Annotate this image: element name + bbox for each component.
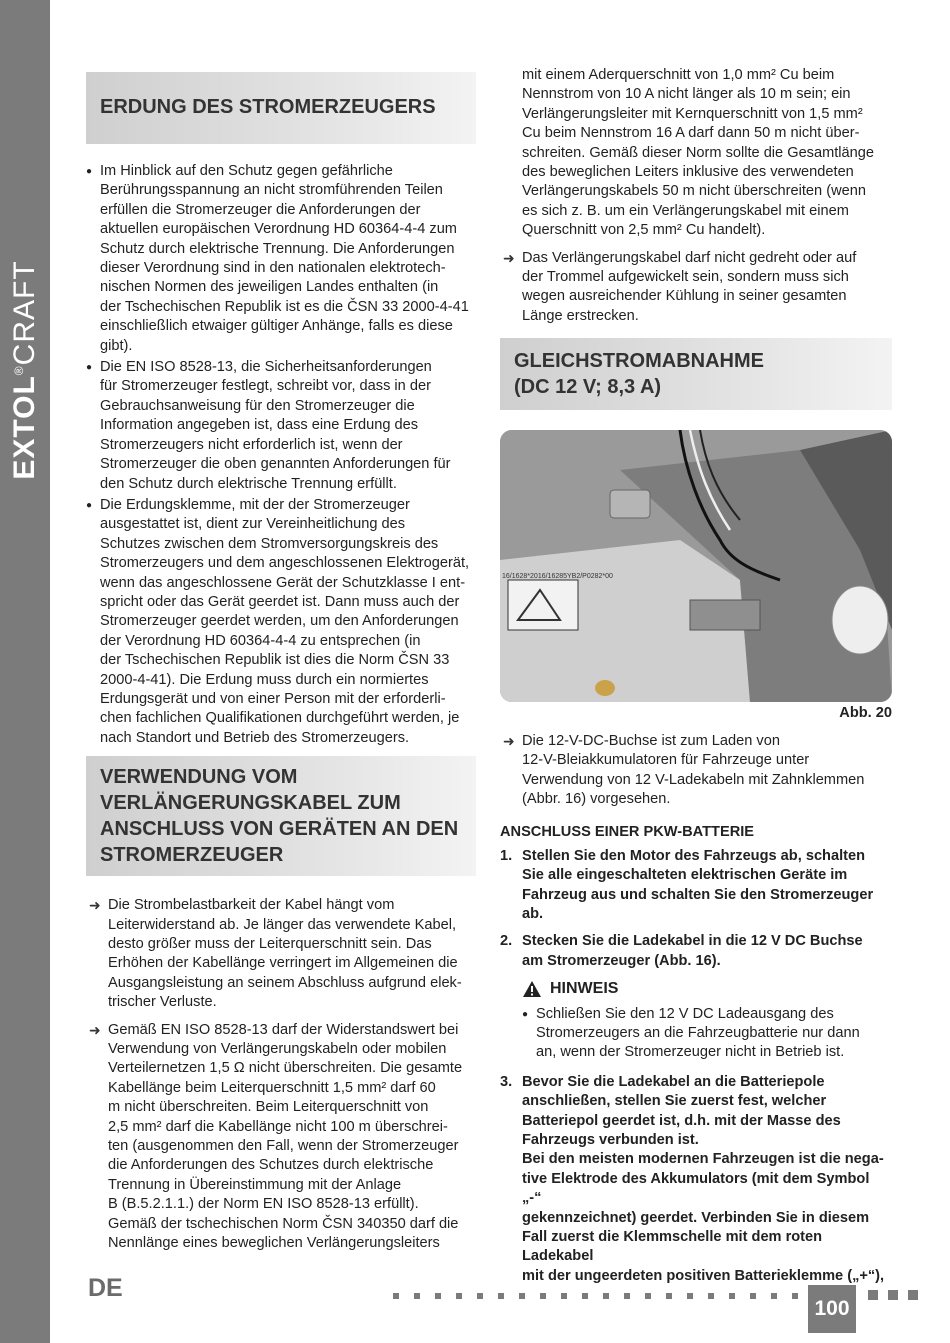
bullet-item [86,358,476,494]
bullet-item [86,496,476,748]
footer-dot [477,1293,483,1299]
right-column [500,66,892,1294]
arrow-item [500,732,892,810]
steps-list [500,847,892,971]
footer-dot [393,1293,399,1299]
text-line: Die Strombelastbarkeit der Kabel hängt vom [108,897,395,914]
step-number: 1. [500,847,513,864]
bullet-list-erdung [86,162,476,748]
text-line: Stellen Sie den Motor des Fahrzeugs ab, schalten [522,847,866,864]
text-line: ten (ausgenommen den Fall, wenn der Stromerzeuger [108,1138,459,1155]
continued-text [500,66,892,241]
text-line: Bevor Sie die Ladekabel an die Batteriepole [522,1073,825,1090]
figure-caption: Abb. 20 [839,705,892,722]
photo-label: 16/1628*2016/16285YB2/P0282*00 [502,573,613,581]
step-number: 3. [500,1073,513,1090]
text-line: desto größer muss der Leiterquerschnitt sein. Das [108,936,432,952]
text-line: Die 12-V-DC-Buchse ist zum Laden von [522,732,780,749]
text-line: mit der ungeerdeten positiven Batterieklemme („+“), [522,1267,885,1284]
footer-dot [414,1293,420,1299]
text-line: (Abbr. 16) vorgesehen. [522,790,671,807]
text-line: Erhöhen der Kabellänge verringert im Allgemeinen die [108,955,458,972]
text-line: tive Elektrode des Akkumulators (mit dem Symbol „-“ [522,1170,870,1207]
text-line: Stromerzeugers nicht erforderlich ist, wenn der [100,436,403,453]
notice-list [522,1005,892,1063]
text-line: Ausgangsleistung an seinem Abschluss aufgrund elek- [108,974,462,991]
heading-erdung: ERDUNG DES STROMERZEUGERS [86,72,476,144]
left-column [86,72,476,1262]
text-line: Information angegeben ist, dass eine Erdung des [100,417,419,434]
text-line: Erdungsgerät und von einer Person mit der erforderli- [100,690,446,707]
text-line: Gemäß der tschechischen Norm ČSN 340350 darf die [108,1215,459,1232]
text-line: ● Die Erdungsklemme, mit der der Stromerzeuger [100,496,410,513]
text-line: Gebrauchsanweisung für den Stromerzeuger die [100,397,415,414]
bullet-item [86,162,476,356]
warning-icon [522,980,542,998]
footer-dot [750,1293,756,1299]
text-line: es sich z. B. um ein Verlängerungskabel mit einem [522,202,849,219]
text-line: nach Standort und Betrieb des Stromerzeugers. [100,729,410,746]
text-line: der Trommel aufgewickelt sein, sondern muss sich [522,269,849,286]
text-line: Fahrzeugs verbunden ist. [522,1132,699,1148]
language-code: DE [88,1274,123,1302]
step-item [500,1073,892,1286]
text-line: Berührungsspannung an nicht stromführenden Teilen [100,182,443,199]
footer-dot [561,1293,567,1299]
text-line: Stromerzeuger die oben genannten Anforderungen für [100,456,451,473]
text-line: Bei den meisten modernen Fahrzeugen ist die nega- [522,1151,884,1168]
arrow-list-trommel [500,249,892,327]
notice-heading: HINWEIS [522,979,892,998]
footer-dot [435,1293,441,1299]
text-line: der Tschechischen Republik ist es die ČSN 33 2000-4-41 [100,298,469,315]
text-line: Sie alle eingeschalteten elektrischen Geräte im [522,867,848,884]
text-line: m nicht überschreiten. Beim Leiterquerschnitt von [108,1099,429,1116]
text-line: ausgestattet ist, dient zur Vereinheitlichung des [100,516,406,533]
text-line: Leiterwiderstand ab. Je länger das verwendete Kabel, [108,916,457,933]
text-line: Fahrzeug aus und schalten Sie den Stromerzeuger ab. [522,886,874,922]
text-line: schreiten. Gemäß dieser Norm sollte die Gesamtlänge [522,144,875,161]
heading-gleichstrom: GLEICHSTROMABNAHME (DC 12 V; 8,3 A) [500,338,892,410]
text-line: nischen Normen des jeweiligen Landes enthalten (in [100,279,439,296]
footer-dot [708,1293,714,1299]
text-line: chen fachlichen Qualifikationen durchgeführt werden, je [100,710,460,727]
footer-dot [498,1293,504,1299]
step-item [500,847,892,925]
text-line: Länge erstrecken. [522,307,639,324]
text-line: Stromerzeugers und dem angeschlossenen Elektrogerät, [100,555,470,572]
text-line: Batteriepol geerdet ist, d.h. mit der Masse des [522,1112,841,1129]
text-line: Schutzes zwischen dem Stromversorgungskreis des [100,535,439,552]
generator-photo [500,430,892,702]
generator-illustration [500,430,892,702]
text-line: ● Die EN ISO 8528-13, die Sicherheitsanforderungen [100,359,432,376]
text-line: Stromerzeugers an die Fahrzeugbatterie nur dann [536,1024,860,1041]
notice-box [522,979,892,1063]
brand-sidebar [0,0,50,1343]
footer-dot [540,1293,546,1299]
text-line: Fall zuerst die Klemmschelle mit dem roten Ladekabel [522,1229,823,1265]
text-line: 2,5 mm² darf die Kabellänge nicht 100 m überschrei- [108,1118,448,1135]
text-line: an, wenn der Stromerzeuger nicht in Betrieb ist. [536,1044,845,1061]
text-line: Nennstrom von 10 A nicht länger als 10 m sein; ein [522,86,851,103]
text-line: Gemäß EN ISO 8528-13 darf der Widerstandswert bei [108,1021,459,1038]
text-line: spricht oder das Gerät geerdet ist. Dann muss auch der [100,593,460,610]
text-line: Cu beim Nennstrom 16 A darf dann 50 m nicht über- [522,125,860,142]
text-line: 12-V-Bleiakkumulatoren für Fahrzeuge unter [522,752,810,769]
text-line: Kabellänge beim Leiterquerschnitt 1,5 mm² darf 60 [108,1079,436,1096]
text-line: mit einem Aderquerschnitt von 1,0 mm² Cu beim [522,67,835,83]
text-line: des beweglichen Leiters inklusive des verwendeten [522,164,854,181]
footer-square [888,1290,898,1300]
text-line: dieser Verordnung sind in den nationalen elektrotech- [100,260,446,277]
footer-dot [687,1293,693,1299]
page-number: 100 [808,1285,856,1333]
text-line: die Anforderungen des Schutzes durch elektrische [108,1157,434,1174]
footer-dot [666,1293,672,1299]
arrow-right-icon: ➜ [503,249,515,266]
text-line: B (B.5.2.1.1.) der Norm EN ISO 8528-13 erfüllt). [108,1196,419,1213]
text-line: aktuellen europäischen Verordnung HD 60364-4-4 zum [100,221,457,238]
text-line: Trennung in Übereinstimmung mit der Anlage [108,1176,402,1193]
text-line: Stecken Sie die Ladekabel in die 12 V DC Buchse [522,933,863,950]
steps-list-continued [500,1073,892,1286]
text-line: Verwendung von Verlängerungskabeln oder mobilen [108,1041,447,1058]
text-line: Verwendung von 12 V-Ladekabeln mit Zahnklemmen [522,771,865,788]
text-line: Verlängerungsleiter mit Kernquerschnitt von 1,5 mm² [522,105,863,122]
arrow-item [86,1021,476,1254]
bullet-item [522,1005,892,1063]
arrow-item [500,249,892,327]
text-line: den Schutz durch elektrische Trennung erfüllt. [100,475,397,492]
footer-dot [519,1293,525,1299]
heading-verlaengerungskabel: VERWENDUNG VOM VERLÄNGERUNGSKABEL ZUM ANSCHLUSS VON GERÄTEN AN DEN STROMERZEUGER [86,756,476,876]
arrow-list-buchse [500,732,892,810]
arrow-list-kabel [86,896,476,1253]
footer-dot [456,1293,462,1299]
text-line: der Verordnung HD 60364-4-4 zu entsprechen (in [100,632,421,649]
brand-logo: EXTOL®CRAFT [8,260,41,480]
text-line: wenn das angeschlossene Gerät der Schutzklasse I ent- [100,574,466,591]
text-line: am Stromerzeuger (Abb. 16). [522,952,721,969]
text-line: ● Im Hinblick auf den Schutz gegen gefährliche [100,163,393,179]
footer-dot [729,1293,735,1299]
step-number: 2. [500,933,513,950]
arrow-right-icon: ➜ [503,732,515,749]
text-line: 2000-4-41). Die Erdung muss durch ein normiertes [100,671,429,688]
text-line: Verteilernetzen 1,5 Ω nicht überschreiten. Die gesamte [108,1060,463,1077]
footer-dot [624,1293,630,1299]
footer-square [868,1290,878,1300]
footer-dot [582,1293,588,1299]
footer-dot [645,1293,651,1299]
text-line: Verlängerungskabels 50 m nicht überschreiten (wenn [522,183,866,200]
text-line: Das Verlängerungskabel darf nicht gedreht oder auf [522,249,857,266]
text-line: erfüllen die Stromerzeuger die Anforderungen der [100,201,421,218]
arrow-right-icon: ➜ [89,897,101,914]
text-line: Querschnitt von 2,5 mm² Cu handelt). [522,222,766,239]
text-line: einschließlich etwaiger gültiger Anhänge, falls es diese [100,318,453,335]
text-line: trischer Verluste. [108,994,217,1011]
footer-dot [771,1293,777,1299]
footer-square [908,1290,918,1300]
text-line: der Tschechischen Republik ist dies die Norm ČSN 33 [100,652,450,669]
footer-dot [603,1293,609,1299]
subheading-pkw-batterie: ANSCHLUSS EINER PKW-BATTERIE [500,824,755,841]
text-line: Nennlänge eines beweglichen Verlängerungsleiters [108,1235,440,1252]
text-line: gibt). [100,337,133,354]
text-line: Schutz durch elektrische Trennung. Die Anforderungen [100,240,455,257]
text-line: gekennzeichnet) geerdet. Verbinden Sie in diesem [522,1209,870,1226]
text-line: Stromerzeuger geerdet werden, um den Anforderungen [100,613,459,630]
footer-dot [792,1293,798,1299]
text-line: ● Schließen Sie den 12 V DC Ladeausgang des [536,1005,834,1022]
text-line: wegen ausreichender Kühlung in seiner gesamten [522,288,847,305]
arrow-item [86,896,476,1012]
step-item [500,932,892,971]
arrow-right-icon: ➜ [89,1021,101,1038]
text-line: für Stromerzeuger festlegt, schreibt vor, dass in der [100,378,431,395]
text-line: anschließen, stellen Sie zuerst fest, welcher [522,1093,827,1110]
